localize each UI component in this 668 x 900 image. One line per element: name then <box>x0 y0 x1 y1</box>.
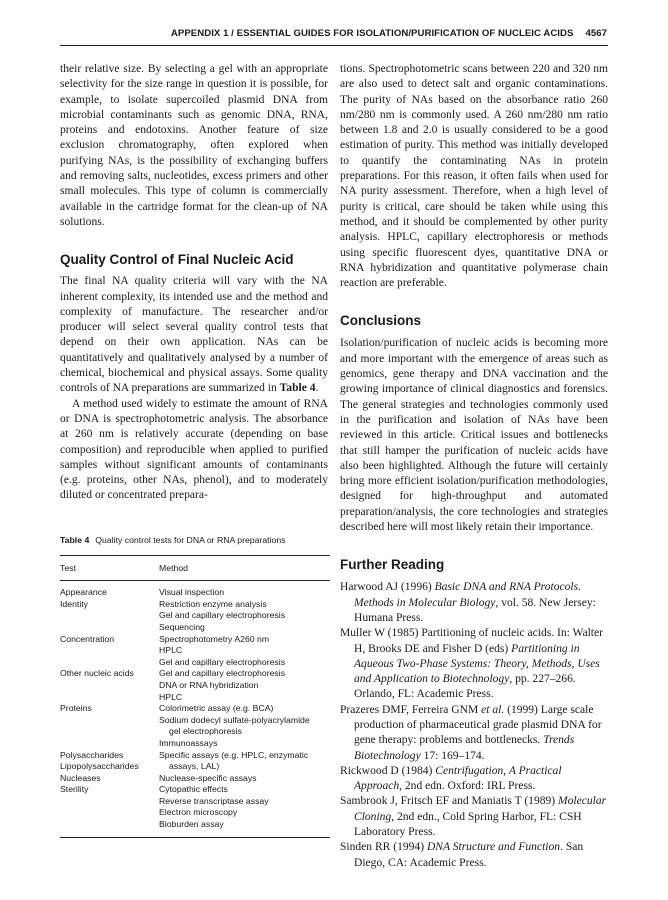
method-line: gel electrophoresis <box>169 726 242 737</box>
method-line: Sequencing <box>159 621 205 632</box>
method-line: Cytopathic effects <box>159 784 228 795</box>
method-cell <box>159 784 330 830</box>
running-header <box>60 28 607 42</box>
table-caption <box>60 535 330 547</box>
method-line: Visual inspection <box>159 587 225 598</box>
conclusions-heading: Conclusions <box>340 313 422 329</box>
reference-list <box>340 580 608 871</box>
qc-paragraph-2: A method used widely to estimate the amount of RNA or DNA is spectrophotometric analysis. The absorbance at 260 nm is relatively accurate (depending on base composition) and reproducible when applied to purified samples without significant amounts of contaminants (e.g. proteins, other NAs, phenol), and to moderately diluted or concentrated prepara- <box>60 397 328 502</box>
table-row <box>60 703 330 749</box>
reference-entry: Rickwood D (1984) Centrifugation, A Practical Approach, 2nd edn. Oxford: IRL Press. <box>340 764 562 793</box>
test-cell: Polysaccharides <box>60 749 124 760</box>
method-line: DNA or RNA hybridization <box>159 679 259 690</box>
method-line: Gel and capillary electrophoresis <box>159 610 286 621</box>
running-title: APPENDIX 1 / ESSENTIAL GUIDES FOR ISOLATION/PURIFICATION OF NUCLEIC ACIDS <box>170 28 574 39</box>
method-line: HPLC <box>159 691 183 702</box>
table-row <box>60 668 330 703</box>
reference-entry: Harwood AJ (1996) Basic DNA and RNA Protocols. Methods in Molecular Biology, vol. 58. New Jersey: Humana Press. <box>340 581 596 624</box>
page-number: 4567 <box>585 28 607 39</box>
method-line: HPLC <box>159 645 183 656</box>
table-caption-text: Quality control tests for DNA or RNA preparations <box>95 535 286 545</box>
table-row <box>60 750 330 762</box>
reference-entry: Muller W (1985) Partitioning of nucleic acids. In: Walter H, Brooks DE and Fisher D (eds) Partitioning in Aqueous Two-Phase Systems: Theory, Methods, Uses and Application to Biotechnology, pp. 227–266. Orlando, FL: Academic Press. <box>340 627 603 701</box>
table-4 <box>60 535 330 838</box>
table-row <box>60 773 330 785</box>
table-row <box>60 599 330 634</box>
right-column <box>340 62 608 871</box>
table-4-reference[interactable]: Table 4 <box>279 382 316 395</box>
method-line: Electron microscopy <box>159 807 238 818</box>
reference-entry: Sambrook J, Fritsch EF and Maniatis T (1989) Molecular Cloning, 2nd edn., Cold Spring Harbor, FL: CSH Laboratory Press. <box>340 795 607 839</box>
method-cell <box>159 599 330 634</box>
test-cell: Proteins <box>60 703 92 714</box>
method-line: Spectrophotometry A260 nm <box>159 633 270 644</box>
method-line: Gel and capillary electrophoresis <box>159 668 286 679</box>
test-cell: Concentration <box>60 633 115 644</box>
method-line: Reverse transcriptase assay <box>159 795 269 806</box>
method-cell <box>159 750 330 762</box>
table-header-row <box>60 556 330 581</box>
method-line: assays, LAL) <box>169 761 220 772</box>
method-cell <box>159 703 330 749</box>
method-line: Gel and capillary electrophoresis <box>159 656 286 667</box>
method-cell <box>159 761 330 773</box>
method-cell <box>159 634 330 669</box>
test-cell: Identity <box>60 598 89 609</box>
test-cell: Nucleases <box>60 772 101 783</box>
column-header-method: Method <box>159 562 188 573</box>
header-rule <box>60 45 608 46</box>
test-cell: Lipopolysaccharides <box>60 761 139 772</box>
test-cell: Sterility <box>60 784 89 795</box>
method-cell <box>159 668 330 703</box>
table-row <box>60 634 330 669</box>
reference-entry: Prazeres DMF, Ferreira GNM et al. (1999) Large scale production of pharmaceutical grade plasmid DNA for gene therapy: problems and bottlenecks. Trends Biotechnology 17: 169–174. <box>340 703 602 762</box>
table-row <box>60 761 330 773</box>
table-label: Table 4 <box>60 535 90 545</box>
continued-paragraph: tions. Spectrophotometric scans between 220 and 320 nm are also used to detect salt and organic contaminations. The purity of NAs based on the absorbance ratio 260 nm/280 nm is commonly used. A 260 nm/280 nm ratio between 1.8 and 2.0 is usually considered to be a good estimation of purity. This method was initially developed to quantify the contaminating NAs in protein preparations. For this reason, it often fails when used for NA purity assessment. Therefore, when a high level of purity is critical, care should be taken while using this method, and it should be complemented by other purity analysis. HPLC, capillary electrophoresis or methods using specific fluorescent dyes, quantitative DNA or RNA hybridization and quantitative polymerase chain reaction are preferable. <box>340 63 608 290</box>
method-line: Colorimetric assay (e.g. BCA) <box>159 703 274 714</box>
method-cell <box>159 773 330 785</box>
method-line: Bioburden assay <box>159 819 224 830</box>
method-line: Nuclease-specific assays <box>159 772 257 783</box>
intro-paragraph: their relative size. By selecting a gel with an appropriate selectivity for the size range in question it is possible, for example, to isolate supercoiled plasmid DNA from microbial contaminants such as genomic DNA, RNA, proteins and endotoxins. Another feature of size exclusion chromatography, often explored when purifying NAs, is the possibility of exchanging buffers and removing salts, nucleotides, excess primers and other small molecules. This type of column is commercially available in the cartridge format for the clean-up of NA solutions. <box>60 63 328 228</box>
test-cell: Appearance <box>60 587 107 598</box>
qc-paragraph-1: The final NA quality criteria will vary with the NA inherent complexity, its intended use and the method and complexity of manufacture. The researcher and/or producer will select several quality control tests that depend on their own application. NAs can be quantitatively and qualitatively analysed by a number of chemical, biochemical and physical assays. Some quality controls of NA preparations are summarized in Table 4. <box>60 275 328 395</box>
table-row <box>60 784 330 830</box>
conclusions-paragraph: Isolation/purification of nucleic acids is becoming more and more important with the emergence of areas such as genomics, gene therapy and DNA vaccination and the growing importance of clinical diagnostics and forensics. The general strategies and technologies commonly used in the purification and isolation of NAs have been reviewed in this article. Critical issues and bottlenecks that still hamper the purification of nucleic acids have also been highlighted. Although the future will certainly bring more efficient isolation/purification methodologies, designed for high-throughput and automated preparation/analysis, the core technologies and strategies described here will most likely retain their importance. <box>340 337 608 534</box>
column-header-test: Test <box>60 562 76 573</box>
method-line: Immunoassays <box>159 737 218 748</box>
method-line: Sodium dodecyl sulfate-polyacrylamide <box>159 714 310 725</box>
left-column <box>60 62 328 504</box>
test-cell: Other nucleic acids <box>60 668 134 679</box>
reference-entry: Sinden RR (1994) DNA Structure and Function. San Diego, CA: Academic Press. <box>340 841 584 869</box>
qc-heading: Quality Control of Final Nucleic Acid <box>60 252 294 268</box>
method-cell <box>159 587 330 599</box>
method-line: Specific assays (e.g. HPLC, enzymatic <box>159 749 309 760</box>
table-bottom-rule <box>60 837 330 838</box>
method-line: Restriction enzyme analysis <box>159 598 267 609</box>
further-reading-heading: Further Reading <box>340 557 445 573</box>
table-body <box>60 581 330 836</box>
table-row <box>60 587 330 599</box>
